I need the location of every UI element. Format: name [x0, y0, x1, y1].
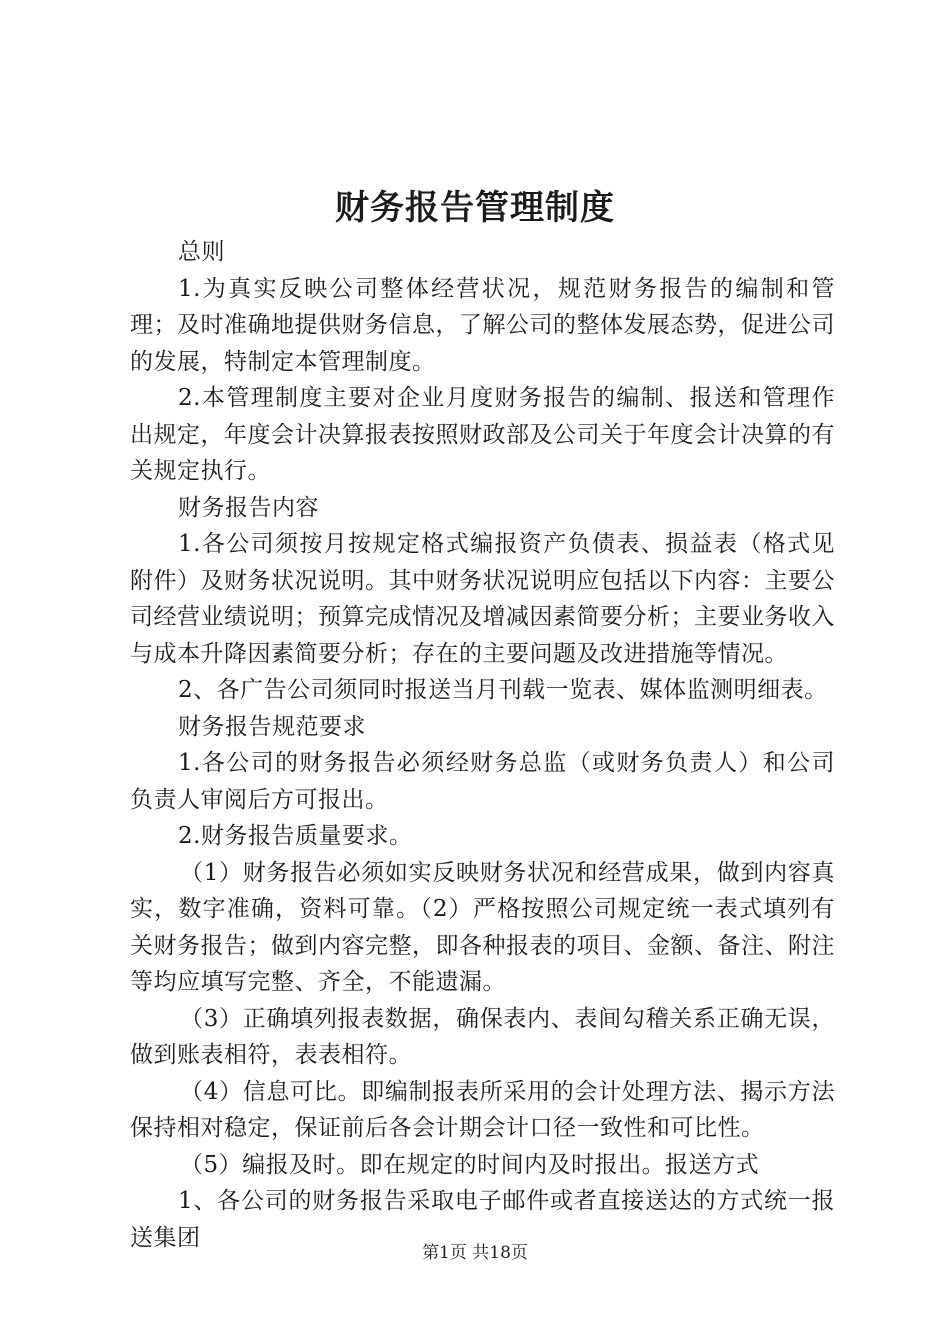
- document-body: [130, 234, 835, 1256]
- paragraph: （4）信息可比。即编制报表所采用的会计处理方法、揭示方法保持相对稳定，保证前后各会计期会计口径一致性和可比性。: [130, 1078, 835, 1141]
- paragraph: 1.为真实反映公司整体经营状况，规范财务报告的编制和管理；及时准确地提供财务信息，了解公司的整体发展态势，促进公司的发展，特制定本管理制度。: [130, 275, 835, 375]
- paragraph: 2、各广告公司须同时报送当月刊载一览表、媒体监测明细表。: [178, 677, 828, 703]
- section-heading-requirements: 财务报告规范要求: [178, 713, 366, 740]
- paragraph: 1.各公司的财务报告必须经财务总监（或财务负责人）和公司负责人审阅后方可报出。: [130, 750, 835, 813]
- paragraph: （5）编报及时。即在规定的时间内及时报出。报送方式: [180, 1151, 760, 1178]
- paragraph: （1）财务报告必须如实反映财务状况和经营成果，做到内容真实，数字准确，资料可靠。（2）严格按照公司规定统一表式填列有关财务报告；做到内容完整，即各种报表的项目、金额、备注、附注等均应填写完整、齐全，不能遗漏。: [130, 859, 835, 995]
- section-heading-content: 财务报告内容: [178, 494, 319, 521]
- page-title: 财务报告管理制度: [335, 188, 615, 228]
- paragraph: 1、各公司的财务报告采取电子邮件或者直接送达的方式统一报送集团: [130, 1188, 835, 1251]
- section-heading-general: 总则: [178, 239, 225, 265]
- paragraph: （3）正确填列报表数据，确保表内、表间勾稽关系正确无误，做到账表相符，表表相符。: [130, 1005, 835, 1068]
- paragraph: 2.本管理制度主要对企业月度财务报告的编制、报送和管理作出规定，年度会计决算报表按照财政部及公司关于年度会计决算的有关规定执行。: [130, 385, 835, 484]
- paragraph: 1.各公司须按月按规定格式编报资产负债表、损益表（格式见附件）及财务状况说明。其中财务状况说明应包括以下内容：主要公司经营业绩说明；预算完成情况及增减因素简要分析；主要业务收入与成本升降因素简要分析；存在的主要问题及改进措施等情况。: [130, 531, 835, 667]
- page-footer: 第1页 共18页: [422, 1243, 528, 1263]
- paragraph: 2.财务报告质量要求。: [178, 823, 413, 849]
